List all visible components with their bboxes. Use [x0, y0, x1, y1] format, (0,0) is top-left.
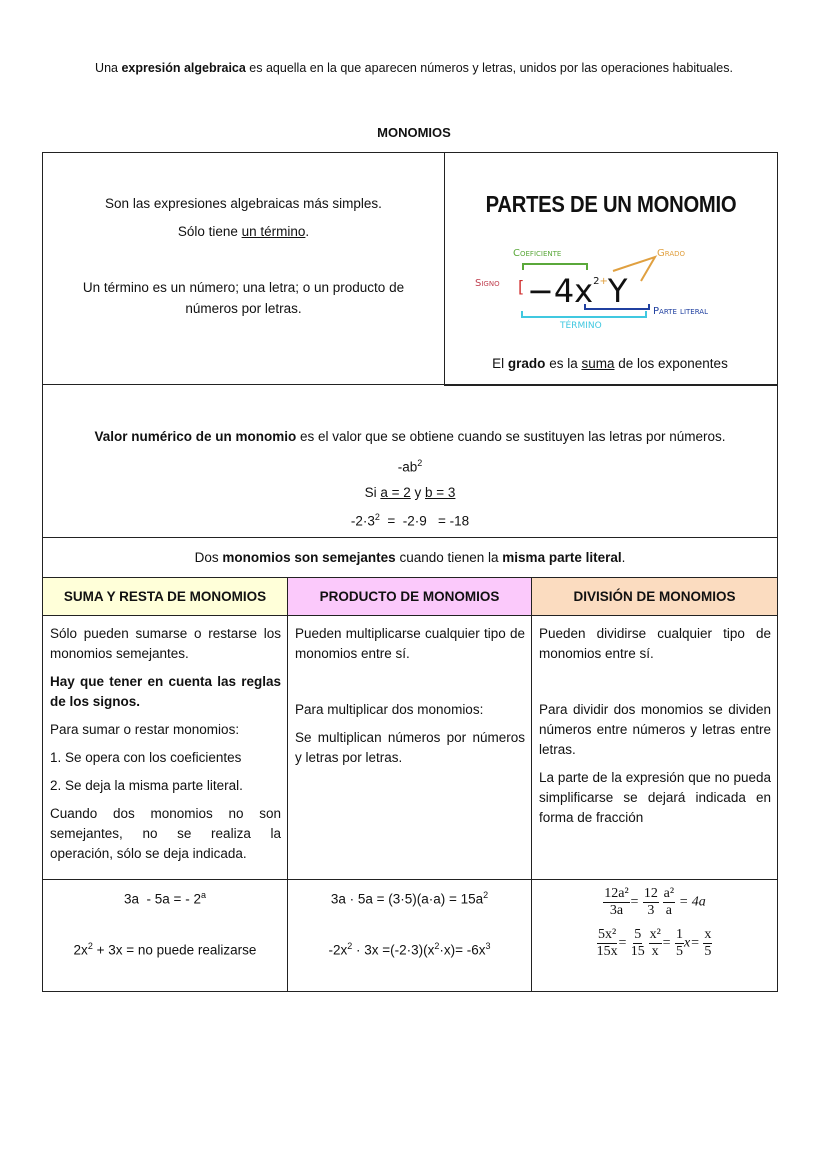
frac	[631, 927, 645, 960]
valor-b: b = 3	[425, 484, 456, 500]
p1e: 2	[483, 890, 489, 900]
p2a: -2x	[328, 942, 348, 957]
grado-underlined: suma	[581, 356, 615, 371]
label-signo: Signo	[475, 278, 500, 289]
sem-mid: cuando tienen la	[395, 550, 503, 565]
label-parte-literal: Parte literal	[653, 306, 708, 317]
header-producto: PRODUCTO DE MONOMIOS	[288, 578, 532, 616]
calc-rest: = -2·9 = -18	[379, 513, 470, 528]
expr-main: −4x	[527, 272, 594, 310]
valor-y: y	[410, 484, 426, 500]
monomios-table-lower	[42, 384, 778, 992]
producto-p1: Para multiplicar dos monomios:	[295, 702, 484, 717]
diagram-title: PARTES DE UN MONOMIO	[485, 191, 737, 217]
producto-p0: Pueden multiplicarse cualquier tipo de monomios entre sí.	[295, 626, 525, 661]
p2e2: 2	[434, 940, 440, 951]
den: x	[651, 944, 659, 959]
den: 15x	[596, 944, 618, 959]
p2d: 3	[485, 940, 491, 951]
grado-mid: es la	[545, 356, 582, 371]
division-p2: La parte de la expresión que no pueda simplificarse se dejará indicada en forma de fracción	[539, 770, 772, 825]
definition-line1: Son las expresiones algebraicas más simples.	[105, 196, 382, 211]
frac	[703, 927, 712, 960]
bracket-parte-literal	[584, 304, 650, 310]
num: 12a²	[604, 886, 629, 901]
sem-bold1: monomios son semejantes	[222, 550, 396, 565]
monomios-table	[42, 152, 778, 386]
valor-numerico-cell	[43, 385, 778, 538]
definition-cell	[43, 153, 445, 385]
frac	[675, 927, 684, 960]
line2-underlined: un término	[241, 224, 306, 239]
expr-exponent: 2	[593, 276, 600, 287]
den: 3	[647, 903, 655, 918]
valor-values	[43, 482, 777, 503]
producto-ex1	[288, 890, 531, 907]
bracket-termino	[521, 311, 647, 318]
line2-pre: Sólo tiene	[177, 224, 242, 239]
producto-content	[288, 616, 532, 880]
producto-ex2	[288, 941, 531, 958]
den: 5	[704, 944, 712, 959]
definition-line2	[57, 221, 430, 242]
expr-y: Y	[607, 272, 628, 310]
valor-definition	[43, 426, 777, 447]
s1: 3a - 5a = - 2	[124, 891, 201, 907]
label-coeficiente: Coeficiente	[513, 248, 562, 259]
num: 12	[643, 886, 658, 901]
parts-diagram	[445, 153, 777, 343]
label-termino: TÉRMINO	[560, 321, 602, 331]
header-suma: SUMA Y RESTA DE MONOMIOS	[43, 578, 288, 616]
label-grado: Grado	[657, 248, 686, 259]
result: = 4a	[678, 894, 706, 910]
p1: 3a · 5a = (3·5)(a·a) = 15a	[330, 891, 484, 907]
p2e: 2	[347, 940, 353, 951]
valor-expression	[43, 453, 777, 478]
diagram-cell	[445, 153, 778, 385]
suma-p5: Cuando dos monomios no son semejantes, no se realiza la operación, sólo se deja indicada.	[50, 806, 281, 861]
division-ex1: $\frac{\text{12a²}}{3a}$ = $\frac{12}{3}$ $\frac{\text{a²}}{a}$ = 4a	[604, 886, 706, 918]
suma-p3: 1. Se opera con los coeficientes	[50, 750, 242, 765]
producto-examples	[288, 880, 532, 992]
s2a: 2x	[73, 942, 88, 957]
grado-bold: grado	[507, 356, 546, 371]
calc-base: -2·3	[350, 513, 375, 528]
num: 1	[675, 927, 683, 942]
intro-text	[0, 61, 828, 75]
valor-si: Si	[364, 484, 381, 500]
suma-ex1	[43, 890, 287, 907]
num: x²	[649, 927, 661, 942]
s1e: a	[200, 890, 206, 900]
p2c: ·x)= -6x	[439, 942, 486, 957]
sem-bold2: misma parte literal	[502, 550, 622, 565]
sem-post: .	[621, 550, 626, 565]
division-p1: Para dividir dos monomios se dividen números entre números y letras entre letras.	[539, 702, 772, 757]
den: 5	[675, 944, 683, 959]
valor-expr-exp: 2	[417, 458, 423, 468]
header-division: DIVISIÓN DE MONOMIOS	[532, 578, 778, 616]
calc-exp: 2	[374, 511, 380, 522]
grado-pre: El	[492, 356, 508, 371]
valor-calculation	[43, 507, 777, 532]
den: a	[665, 903, 672, 918]
monomial-expression	[527, 265, 627, 308]
definition-line3: Un término es un número; una letra; o un producto de números por letras.	[82, 280, 405, 316]
frac	[603, 886, 629, 919]
semejantes-cell	[43, 538, 778, 578]
valor-a: a = 2	[380, 484, 411, 500]
signo-bracket: [	[518, 277, 525, 296]
valor-bold: Valor numérico de un monomio	[94, 429, 297, 444]
intro-post: es aquella en la que aparecen números y letras, unidos por las operaciones habituales.	[245, 61, 733, 75]
num: 5x²	[597, 927, 617, 942]
suma-examples	[43, 880, 288, 992]
num: 5	[634, 927, 642, 942]
num: a²	[663, 886, 675, 901]
division-ex2: $\frac{\text{5x²}}{15x}$ = $\frac{5}{15}$ $\frac{\text{x²}}{x}$ = $\frac{1}{5}$ x= $\frac{x}{5}$	[596, 927, 712, 959]
den: 3a	[609, 903, 624, 918]
producto-p2: Se multiplican números por números y letras por letras.	[295, 730, 525, 765]
division-content	[532, 616, 778, 880]
frac	[597, 927, 618, 960]
grado-post: de los exponentes	[614, 356, 728, 371]
x: x	[683, 935, 691, 951]
division-p0: Pueden dividirse cualquier tipo de monomios entre sí.	[539, 626, 772, 661]
frac	[643, 886, 659, 919]
s2b: + 3x = no puede realizarse	[92, 942, 257, 957]
num: x	[704, 927, 712, 942]
den: 15	[630, 944, 645, 959]
suma-p1: Hay que tener en cuenta las reglas de los signos.	[50, 674, 281, 709]
division-examples	[532, 880, 778, 992]
intro-pre: Una	[95, 61, 122, 75]
suma-content	[43, 616, 288, 880]
frac	[663, 886, 675, 919]
s2e: 2	[87, 940, 93, 951]
line2-post: .	[305, 224, 310, 239]
valor-rest: es el valor que se obtiene cuando se sustituyen las letras por números.	[296, 429, 726, 444]
frac	[649, 927, 662, 960]
page-title: MONOMIOS	[377, 125, 451, 140]
top-box-divider	[444, 152, 445, 384]
suma-p0: Sólo pueden sumarse o restarse los monomios semejantes.	[50, 626, 281, 661]
p2b: · 3x =(-2·3)(x	[352, 942, 435, 957]
valor-expr: -ab	[397, 459, 418, 475]
expr-plus: +	[599, 276, 608, 287]
suma-p2: Para sumar o restar monomios:	[50, 722, 240, 737]
suma-ex2	[43, 941, 287, 958]
intro-bold: expresión algebraica	[121, 61, 246, 75]
sem-pre: Dos	[194, 550, 223, 565]
suma-p4: 2. Se deja la misma parte literal.	[50, 778, 243, 793]
grado-text	[444, 356, 776, 371]
